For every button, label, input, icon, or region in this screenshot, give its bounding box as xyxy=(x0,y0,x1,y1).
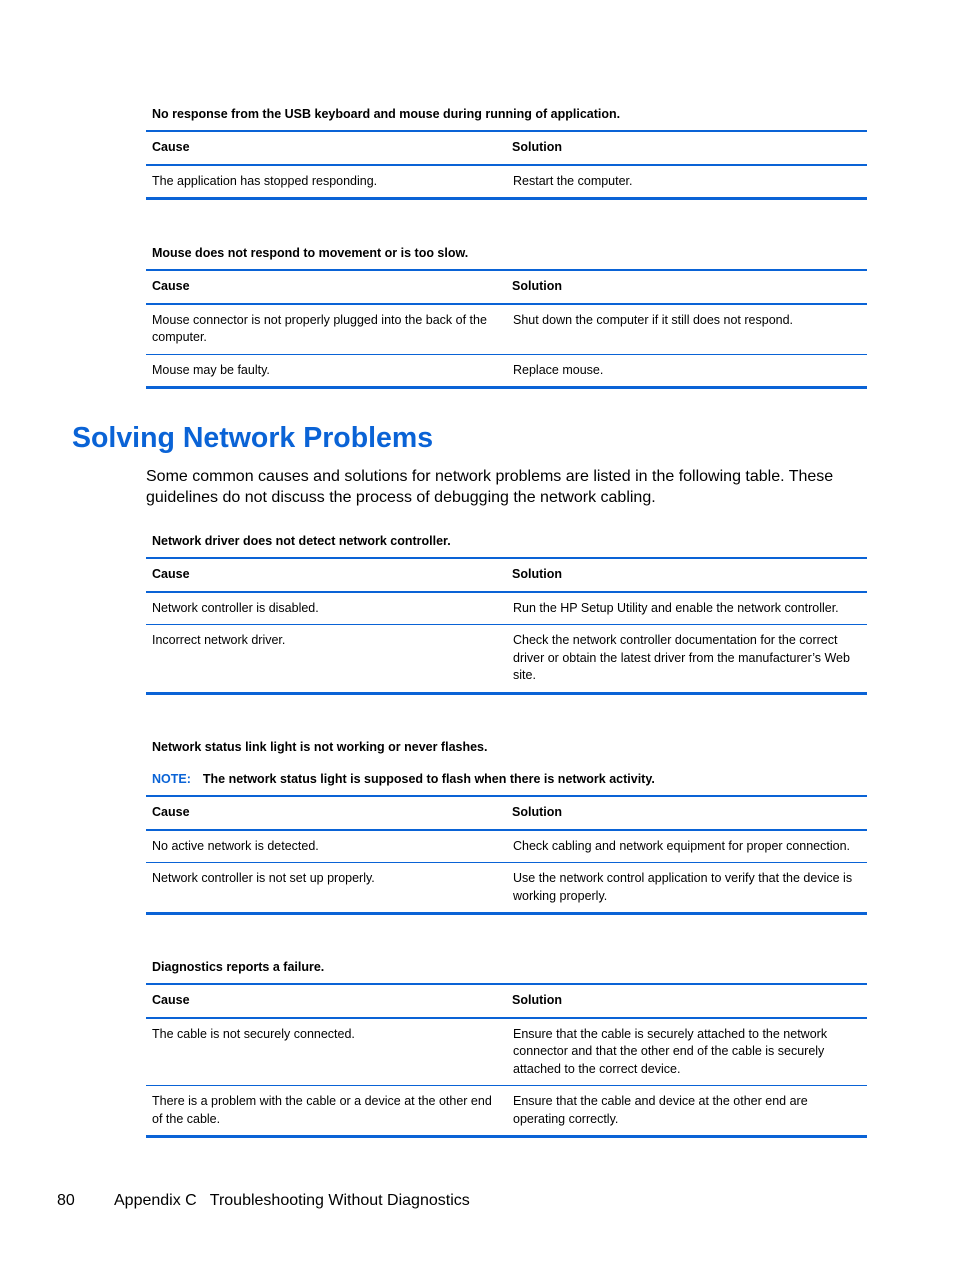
note-text: The network status light is supposed to flash when there is network activity. xyxy=(202,772,655,786)
table-caption: Network status link light is not working or never flashes. xyxy=(152,740,488,754)
column-header-cause: Cause xyxy=(146,984,506,1018)
table-block-usb xyxy=(146,106,867,200)
column-header-cause: Cause xyxy=(146,558,506,592)
column-header-cause: Cause xyxy=(146,270,506,304)
column-header-solution: Solution xyxy=(506,131,867,165)
troubleshooting-table xyxy=(146,130,867,200)
table-block-network-driver xyxy=(146,533,867,695)
table-row xyxy=(146,1086,867,1137)
troubleshooting-table xyxy=(146,983,867,1138)
solution-cell: Ensure that the cable is securely attached to the network connector and that the other end of the cable is securely attached to the correct device. xyxy=(506,1018,867,1086)
page-number: 80 xyxy=(57,1192,75,1209)
table-row xyxy=(146,592,867,625)
cause-cell: No active network is detected. xyxy=(146,830,506,863)
table-row xyxy=(146,863,867,914)
section-title: Solving Network Problems xyxy=(72,422,434,454)
table-caption: Network driver does not detect network controller. xyxy=(152,534,451,548)
cause-cell: Network controller is disabled. xyxy=(146,592,506,625)
troubleshooting-table xyxy=(146,795,867,915)
table-row xyxy=(146,1018,867,1086)
footer-chapter-title: Troubleshooting Without Diagnostics xyxy=(209,1192,470,1209)
cause-cell: Mouse connector is not properly plugged into the back of the computer. xyxy=(146,304,506,355)
note xyxy=(146,771,867,787)
table-caption: No response from the USB keyboard and mouse during running of application. xyxy=(152,107,621,121)
table-block-diagnostics xyxy=(146,959,867,1138)
table-row xyxy=(146,830,867,863)
table-row xyxy=(146,354,867,388)
cause-cell: The application has stopped responding. xyxy=(146,165,506,199)
column-header-cause: Cause xyxy=(146,796,506,830)
section-intro: Some common causes and solutions for network problems are listed in the following table. These guidelines do not discuss the process of debugging the network cabling. xyxy=(146,468,834,506)
solution-cell: Check the network controller documentation for the correct driver or obtain the latest driver from the manufacturer’s Web site. xyxy=(506,625,867,694)
column-header-solution: Solution xyxy=(506,270,867,304)
solution-cell: Check cabling and network equipment for proper connection. xyxy=(506,830,867,863)
solution-cell: Restart the computer. xyxy=(506,165,867,199)
page-footer xyxy=(57,1191,470,1211)
cause-cell: Mouse may be faulty. xyxy=(146,354,506,388)
column-header-solution: Solution xyxy=(506,558,867,592)
cause-cell: There is a problem with the cable or a device at the other end of the cable. xyxy=(146,1086,506,1137)
troubleshooting-table xyxy=(146,557,867,695)
solution-cell: Run the HP Setup Utility and enable the network controller. xyxy=(506,592,867,625)
table-block-mouse xyxy=(146,245,867,389)
table-row xyxy=(146,165,867,199)
table-row xyxy=(146,304,867,355)
solution-cell: Shut down the computer if it still does not respond. xyxy=(506,304,867,355)
column-header-cause: Cause xyxy=(146,131,506,165)
footer-appendix: Appendix C xyxy=(114,1192,197,1209)
table-caption: Diagnostics reports a failure. xyxy=(152,960,325,974)
column-header-solution: Solution xyxy=(506,796,867,830)
solution-cell: Use the network control application to verify that the device is working properly. xyxy=(506,863,867,914)
column-header-solution: Solution xyxy=(506,984,867,1018)
solution-cell: Ensure that the cable and device at the other end are operating correctly. xyxy=(506,1086,867,1137)
table-row xyxy=(146,625,867,694)
solution-cell: Replace mouse. xyxy=(506,354,867,388)
note-label: NOTE: xyxy=(152,772,191,786)
cause-cell: Network controller is not set up properly. xyxy=(146,863,506,914)
cause-cell: The cable is not securely connected. xyxy=(146,1018,506,1086)
troubleshooting-table xyxy=(146,269,867,389)
cause-cell: Incorrect network driver. xyxy=(146,625,506,694)
table-block-link-light xyxy=(146,739,867,915)
table-caption: Mouse does not respond to movement or is too slow. xyxy=(152,246,469,260)
